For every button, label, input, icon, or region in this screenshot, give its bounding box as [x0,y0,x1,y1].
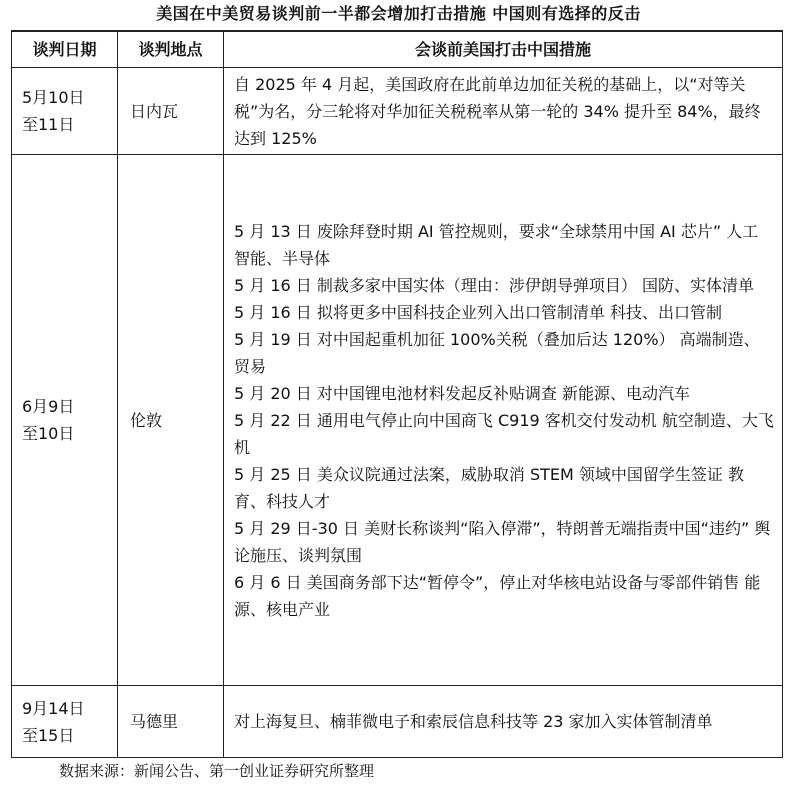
header-date: 谈判日期 [12,31,118,68]
date-cell [12,686,118,758]
location-cell: 马德里 [118,686,224,758]
measure-item: 5 月 20 日 对中国锂电池材料发起反补贴调查 新能源、电动汽车 [234,383,690,403]
measure-item: 5 月 16 日 拟将更多中国科技企业列入出口管制清单 科技、出口管制 [234,302,722,322]
date-line: 至15日 [22,725,75,745]
date-line: 至10日 [22,424,75,443]
measures-cell [224,155,783,686]
date-cell [12,68,118,155]
table-header-row [12,31,783,68]
table-row [12,68,783,155]
header-measures: 会谈前美国打击中国措施 [224,31,783,68]
measure-item: 自 2025 年 4 月起，美国政府在此前单边加征关税的基础上，以“对等关税”为名，分三轮将对华加征关税税率从第一轮的 34% 提升至 84%，最终达到 125% [234,74,761,148]
measure-item: 对上海复旦、楠菲微电子和索辰信息科技等 23 家加入实体管制清单 [234,712,713,731]
location-cell: 日内瓦 [118,68,224,155]
date-cell [12,155,118,686]
measure-item: 5 月 16 日 制裁多家中国实体（理由：涉伊朗导弹项目） 国防、实体清单 [234,275,754,295]
measure-item: 5 月 22 日 通用电气停止向中国商飞 C919 客机交付发动机 航空制造、大飞机 [234,410,774,457]
measures-cell [224,68,783,155]
measure-item: 5 月 25 日 美众议院通过法案，威胁取消 STEM 领域中国留学生签证 教育、科技人才 [234,464,744,511]
date-line: 5月10日 [22,88,85,107]
measure-item: 5 月 13 日 废除拜登时期 AI 管控规则，要求“全球禁用中国 AI 芯片” 人工智能、半导体 [234,221,759,268]
table-row [12,686,783,758]
date-line: 9月14日 [22,698,85,718]
measure-item: 6 月 6 日 美国商务部下达“暂停令”，停止对华核电站设备与零部件销售 能源、核电产业 [234,572,761,619]
page-title: 美国在中美贸易谈判前一半都会增加打击措施 中国则有选择的反击 [156,4,641,23]
location-cell: 伦敦 [118,155,224,686]
source-note: 数据来源：新闻公告、第一创业证券研究所整理 [59,762,375,780]
measure-item: 5 月 29 日-30 日 美财长称谈判“陷入停滞”，特朗普无端指责中国“违约” 舆论施压、谈判氛围 [234,518,771,565]
table-row [12,155,783,686]
measure-item: 5 月 19 日 对中国起重机加征 100%关税（叠加后达 120%） 高端制造、贸易 [234,329,760,376]
date-line: 6月9日 [22,397,75,416]
negotiation-table [11,30,783,758]
measures-cell [224,686,783,758]
header-location: 谈判地点 [118,31,224,68]
date-line: 至11日 [22,115,75,134]
